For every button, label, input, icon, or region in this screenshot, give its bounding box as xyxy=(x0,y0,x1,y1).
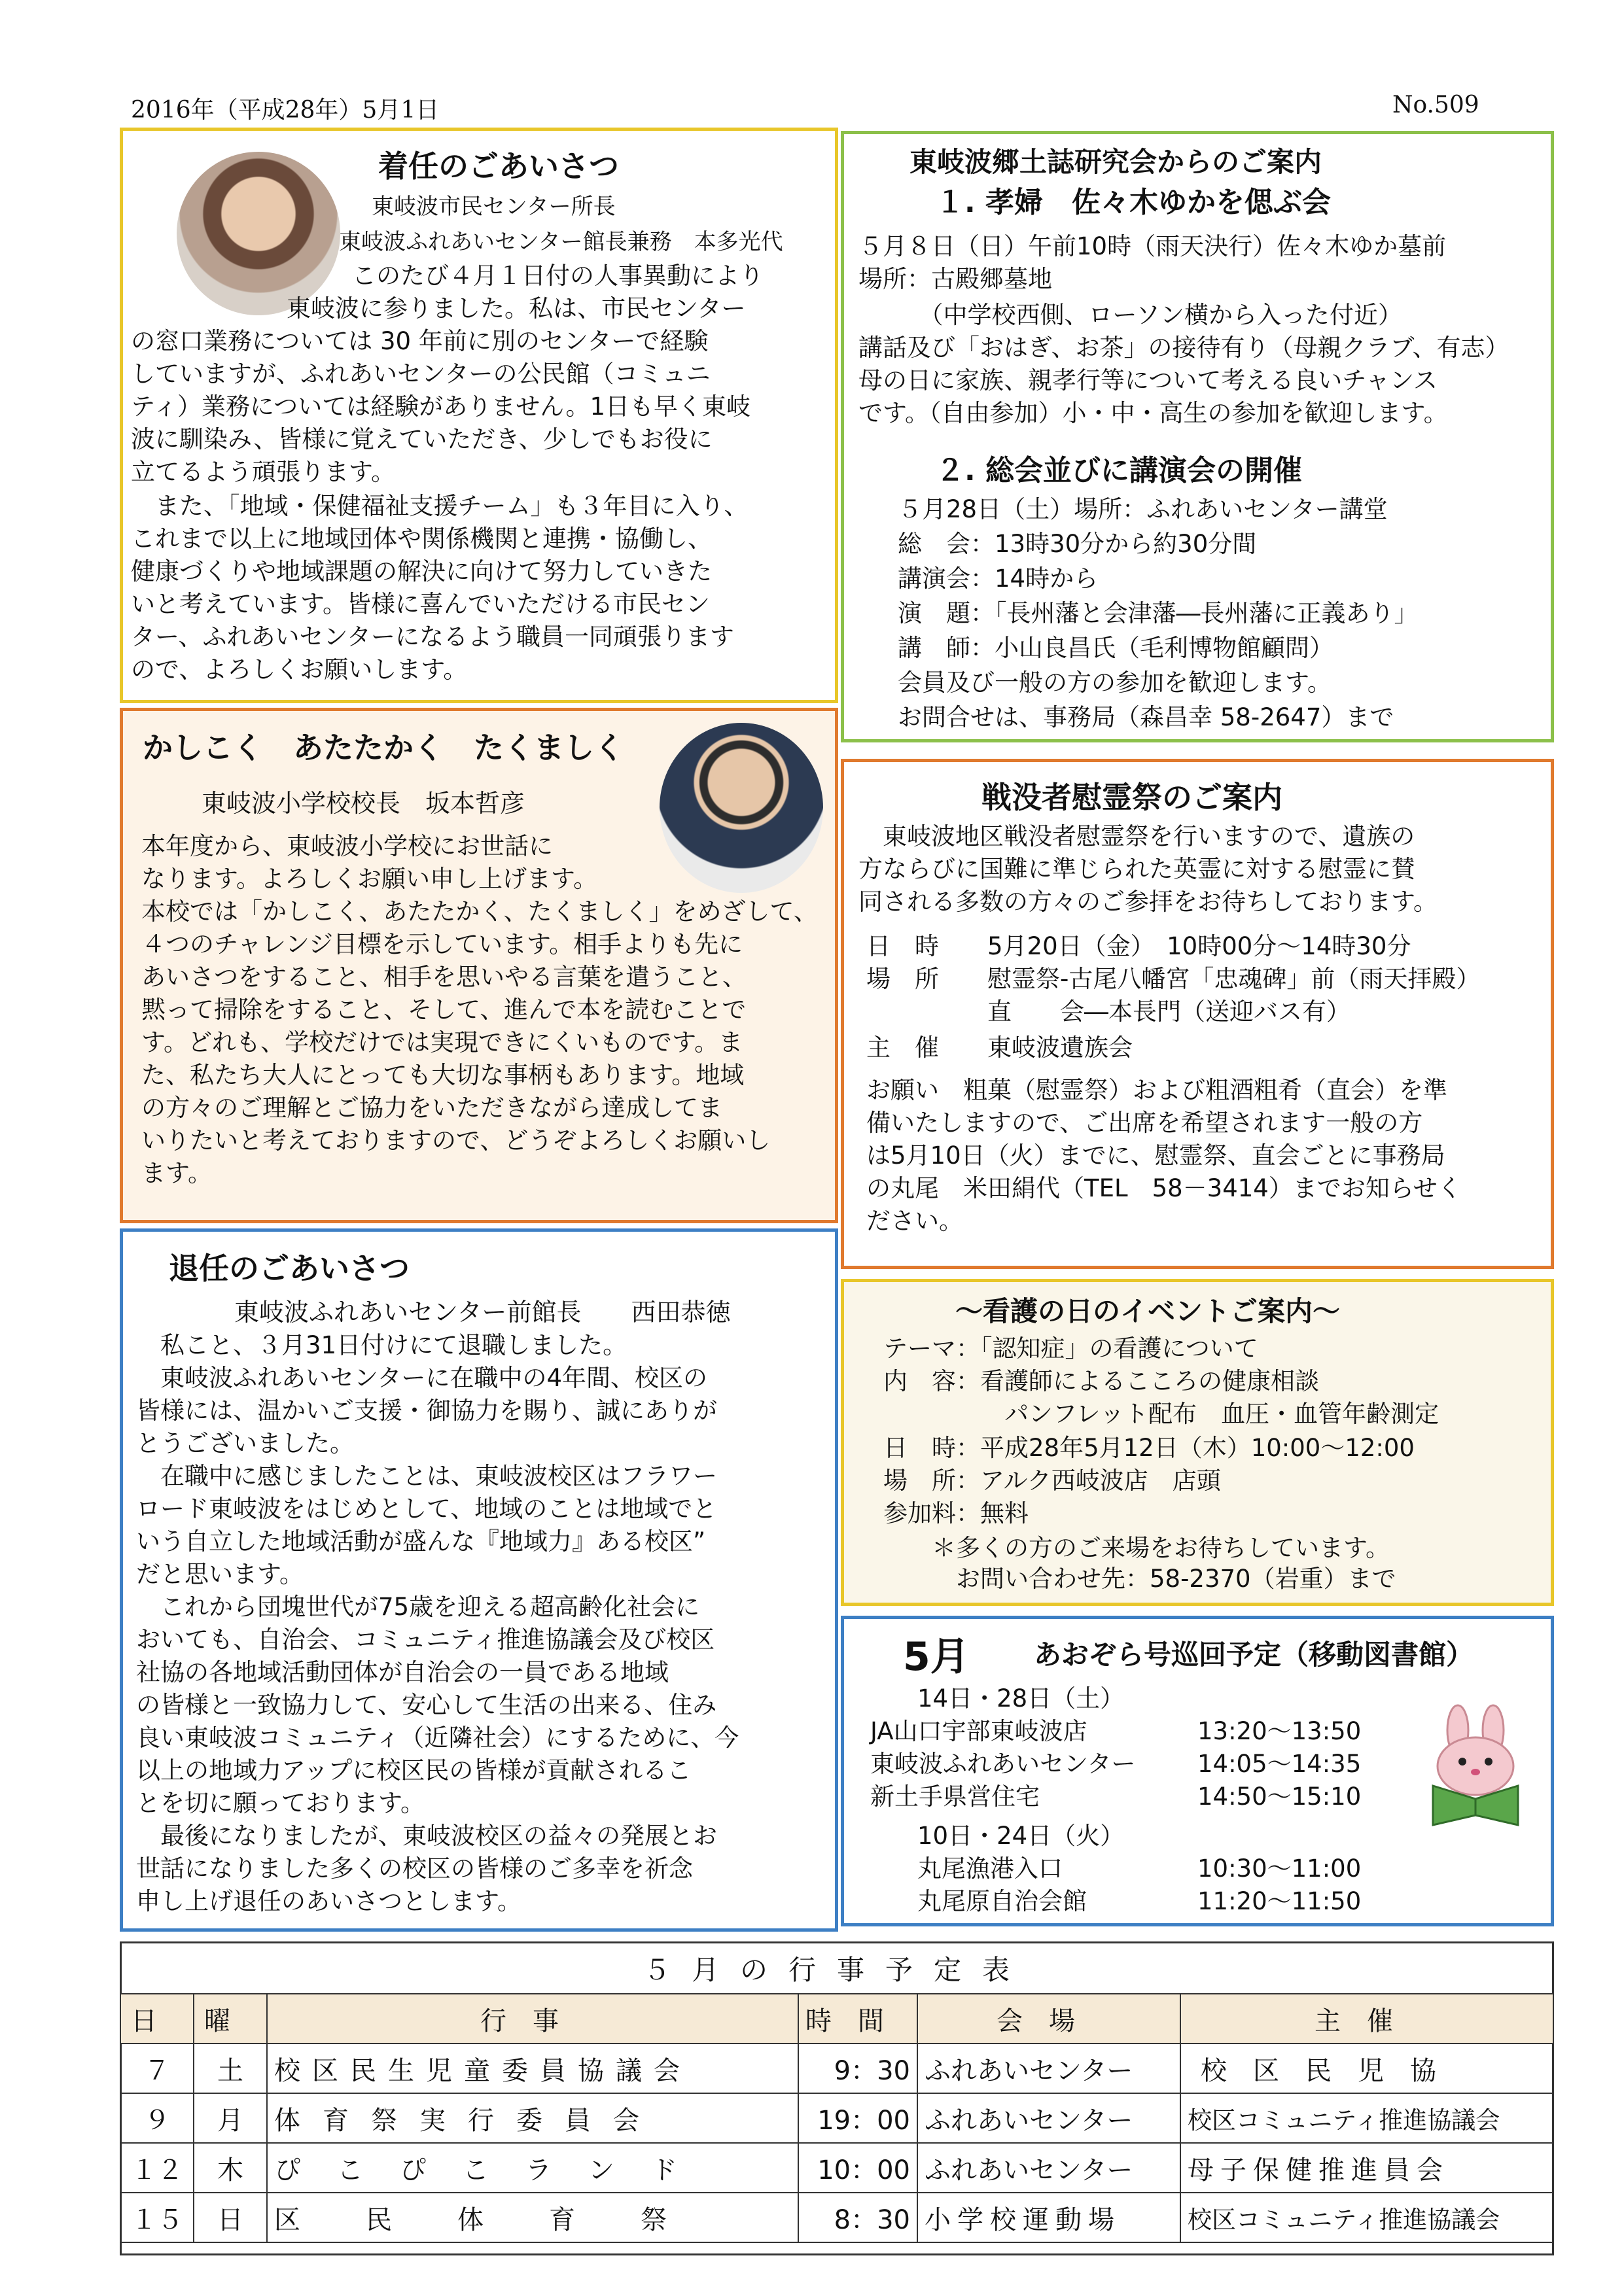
greeting-new-line: いと考えています。皆様に喜んでいただける市民セン xyxy=(131,590,711,618)
retire-line: 東岐波ふれあいセンターに在職中の4年間、校区の xyxy=(136,1364,708,1392)
schedule-box xyxy=(120,1941,1554,2255)
schedule-time: 8：30 xyxy=(798,2193,917,2242)
history-sec1-line: 場所：古殿郷墓地 xyxy=(858,265,1052,293)
schedule-table xyxy=(120,1993,1554,2243)
nursing-line: 日 時：平成28年5月12日（木）10:00～12:00 xyxy=(883,1434,1415,1462)
greeting-retire-box xyxy=(120,1228,838,1932)
greeting-new-line: の窓口業務については 30 年前に別のセンターで経験 xyxy=(131,327,709,355)
local-history-title: 東岐波郷土誌研究会からのご案内 xyxy=(909,146,1322,178)
greeting-new-line: これまで以上に地域団体や関係機関と連携・協働し、 xyxy=(131,525,712,553)
library-stop-time: 14:05～14:35 xyxy=(1197,1750,1362,1778)
memorial-line: の丸尾 米田絹代（TEL 58－3414）までお知らせく xyxy=(866,1174,1462,1202)
library-stop-place: JA山口宇部東岐波店 xyxy=(870,1717,1087,1745)
memorial-line: お願い 粗菓（慰霊祭）および粗酒粗肴（直会）を準 xyxy=(866,1076,1447,1104)
schedule-venue: ふれあいセンター xyxy=(917,2093,1180,2143)
principal-line: ます。 xyxy=(141,1159,213,1187)
retire-line: とうございました。 xyxy=(136,1429,354,1457)
greeting-new-line: 東岐波に参りました。私は、市民センター xyxy=(287,294,746,322)
library-stop-time: 11:20～11:50 xyxy=(1197,1887,1362,1915)
library-day2: 10日・24日（火） xyxy=(917,1822,1125,1850)
retire-line: 申し上げ退任のあいさつとします。 xyxy=(136,1887,522,1915)
table-row xyxy=(120,2193,1553,2242)
general-meeting-title: ２. 総会並びに講演会の開催 xyxy=(936,454,1303,487)
history-sec2-line: 会員及び一般の方の参加を歓迎します。 xyxy=(898,669,1332,697)
retire-line: とを切に願っております。 xyxy=(136,1789,425,1817)
retire-line: ロード東岐波をはじめとして、地域のことは地域でと xyxy=(136,1495,717,1523)
greeting-new-director-box xyxy=(120,128,838,703)
memorial-line: 直 会―本長門（送迎バス有） xyxy=(866,998,1350,1026)
nursing-line: お問い合わせ先：58-2370（岩重）まで xyxy=(883,1565,1396,1593)
retire-line: 世話になりました多くの校区の皆様のご多幸を祈念 xyxy=(136,1854,693,1883)
director-photo xyxy=(177,152,340,315)
schedule-title: ５月の行事予定表 xyxy=(643,1954,1031,1986)
schedule-header-venue: 会場 xyxy=(917,1994,1180,2044)
history-sec2-line: 講演会：14時から xyxy=(898,565,1099,593)
nursing-line: テーマ：「認知症」の看護について xyxy=(883,1334,1258,1363)
library-stop-time: 10:30～11:00 xyxy=(1197,1854,1362,1883)
history-sec2-line: 演 題：「長州藩と会津藩―長州藩に正義あり」 xyxy=(898,599,1419,627)
history-sec2-line: 講 師：小山良昌氏（毛利博物館顧問） xyxy=(898,634,1333,662)
schedule-event: ぴこぴこランド xyxy=(267,2143,798,2193)
schedule-event: 区民体育祭 xyxy=(267,2193,798,2242)
library-stop-place: 丸尾原自治会館 xyxy=(917,1887,1087,1915)
memorial-line: 日 時 5月20日（金） 10時00分～14時30分 xyxy=(866,932,1411,960)
war-memorial-title: 戦没者慰霊祭のご案内 xyxy=(981,780,1282,815)
history-sec2-line: お問合せは、事務局（森昌幸 58-2647）まで xyxy=(898,703,1394,731)
schedule-time: 9：30 xyxy=(798,2044,917,2093)
greeting-new-line: していますが、ふれあいセンターの公民館（コミュニ xyxy=(131,360,711,388)
retire-line: 以上の地域力アップに校区民の皆様が貢献されるこ xyxy=(136,1756,692,1784)
memorial-line: 主 催 東岐波遺族会 xyxy=(866,1034,1133,1062)
schedule-day: ９ xyxy=(120,2093,194,2143)
history-sec1-line: です。（自由参加）小・中・高生の参加を歓迎します。 xyxy=(858,399,1448,427)
greeting-new-line: 立てるよう頑張ります。 xyxy=(131,458,396,486)
schedule-event: 校区民生児童委員協議会 xyxy=(267,2044,798,2093)
schedule-organizer: 校区コミュニティ推進協議会 xyxy=(1180,2093,1553,2143)
schedule-organizer: 校区民児協 xyxy=(1180,2044,1553,2093)
nursing-day-box xyxy=(841,1279,1554,1606)
memorial-line: 備いたしますので、ご出席を希望されます一般の方 xyxy=(866,1109,1423,1137)
bunny-reading-icon xyxy=(1420,1704,1531,1828)
nursing-line: 参加料：無料 xyxy=(883,1499,1029,1527)
schedule-header-organizer: 主催 xyxy=(1180,1994,1553,2044)
history-sec2-line: ５月28日（土）場所：ふれあいセンター講堂 xyxy=(898,495,1388,523)
schedule-header-day: 日 xyxy=(120,1994,194,2044)
schedule-weekday: 木 xyxy=(194,2143,267,2193)
library-stop-time: 14:50～15:10 xyxy=(1197,1783,1362,1811)
retire-line: これから団塊世代が75歳を迎える超高齢化社会に xyxy=(136,1593,700,1621)
schedule-header-time: 時間 xyxy=(798,1994,917,2044)
library-stop-place: 新土手県営住宅 xyxy=(870,1783,1040,1811)
retire-author: 東岐波ふれあいセンター前館長 西田恭徳 xyxy=(234,1298,731,1327)
principal-author: 東岐波小学校校長 坂本哲彦 xyxy=(202,789,525,818)
history-sec1-line: （中学校西側、ローソン横から入った付近） xyxy=(858,301,1403,329)
memorial-yuka-title: １. 孝婦 佐々木ゆかを偲ぶ会 xyxy=(936,186,1332,219)
principal-line: いりたいと考えておりますので、どうぞよろしくお願いし xyxy=(141,1126,771,1155)
retire-line: 私こと、３月31日付けにて退職しました。 xyxy=(136,1331,627,1359)
nursing-line: 場 所：アルク西岐波店 店頭 xyxy=(883,1467,1221,1495)
principal-line: なります。よろしくお願い申し上げます。 xyxy=(141,865,598,893)
schedule-header-weekday: 曜 xyxy=(194,1994,267,2044)
history-sec1-line: ５月８日（日）午前10時（雨天決行）佐々木ゆか墓前 xyxy=(858,232,1447,260)
principal-line: 黙って掃除をすること、そして、進んで本を読むことで xyxy=(141,996,747,1024)
principal-title: かしこく あたたかく たくましく xyxy=(143,730,624,765)
nursing-day-title: ～看護の日のイベントご案内～ xyxy=(955,1295,1341,1327)
retire-line: 在職中に感じましたことは、東岐波校区はフラワー xyxy=(136,1462,717,1490)
mobile-library-box xyxy=(841,1616,1554,1926)
schedule-weekday: 日 xyxy=(194,2193,267,2242)
principal-line: ４つのチャレンジ目標を示しています。相手よりも先に xyxy=(141,930,743,958)
schedule-venue: 小学校運動場 xyxy=(917,2193,1180,2242)
greeting-new-line: ので、よろしくお願いします。 xyxy=(131,655,468,684)
memorial-line: 同される多数の方々のご参拝をお待ちしております。 xyxy=(858,888,1438,916)
greeting-new-line: ター、ふれあいセンターになるよう職員一同頑張ります xyxy=(131,623,735,651)
schedule-day: ７ xyxy=(120,2044,194,2093)
greeting-new-line: また、「地域・保健福祉支援チーム」も３年目に入り、 xyxy=(131,492,749,520)
memorial-line: 場 所 慰霊祭-古尾八幡宮「忠魂碑」前（雨天拝殿） xyxy=(866,965,1481,993)
director-role-1: 東岐波市民センター所長 xyxy=(372,194,616,220)
nursing-line: 内 容：看護師によるこころの健康相談 xyxy=(883,1367,1319,1395)
retire-line: 最後になりましたが、東岐波校区の益々の発展とお xyxy=(136,1822,717,1850)
schedule-venue: ふれあいセンター xyxy=(917,2143,1180,2193)
nursing-line: パンフレット配布 血圧・血管年齢測定 xyxy=(883,1400,1439,1428)
library-stop-place: 東岐波ふれあいセンター xyxy=(870,1750,1136,1778)
mobile-library-title: あおぞら号巡回予定（移動図書館） xyxy=(1034,1639,1474,1671)
principal-line: の方々のご理解とご協力をいただきながら達成してま xyxy=(141,1094,722,1122)
memorial-line: 方ならびに国難に準じられた英霊に対する慰霊に賛 xyxy=(858,855,1415,883)
schedule-weekday: 月 xyxy=(194,2093,267,2143)
schedule-time: 10：00 xyxy=(798,2143,917,2193)
library-day1: 14日・28日（土） xyxy=(917,1684,1125,1713)
retire-line: の皆様と一致協力して、安心して生活の出来る、住み xyxy=(136,1691,717,1719)
history-sec1-line: 講話及び「おはぎ、お茶」の接待有り（母親クラブ、有志） xyxy=(858,334,1509,362)
greeting-new-line: このたび４月１日付の人事異動により xyxy=(352,262,764,290)
principal-line: あいさつをすること、相手を思いやる言葉を遣うこと、 xyxy=(141,963,747,991)
greeting-new-title: 着任のごあいさつ xyxy=(378,148,619,184)
schedule-day: １５ xyxy=(120,2193,194,2242)
greeting-retire-title: 退任のごあいさつ xyxy=(169,1251,410,1286)
retire-line: 皆様には、温かいご支援・御協力を賜り、誠にありが xyxy=(136,1397,717,1425)
library-stop-time: 13:20～13:50 xyxy=(1197,1717,1362,1745)
schedule-header-event: 行事 xyxy=(267,1994,798,2044)
retire-line: 社協の各地域活動団体が自治会の一員である地域 xyxy=(136,1658,669,1686)
issue-number: No.509 xyxy=(1392,92,1479,118)
memorial-line: ださい。 xyxy=(866,1207,963,1235)
principal-line: た、私たち大人にとっても大切な事柄もあります。地域 xyxy=(141,1061,745,1089)
director-role-2: 東岐波ふれあいセンター館長兼務 本多光代 xyxy=(339,229,783,255)
greeting-new-line: 健康づくりや地域課題の解決に向けて努力していきた xyxy=(131,557,712,585)
nursing-line: ＊多くの方のご来場をお待ちしています。 xyxy=(883,1534,1390,1562)
library-month: 5月 xyxy=(903,1634,970,1680)
schedule-day: １２ xyxy=(120,2143,194,2193)
principal-line: す。どれも、学校だけでは実現できにくいものです。ま xyxy=(141,1028,743,1056)
principal-photo xyxy=(660,723,823,893)
schedule-header-row xyxy=(120,1994,1553,2044)
schedule-weekday: 土 xyxy=(194,2044,267,2093)
schedule-time: 19：00 xyxy=(798,2093,917,2143)
retire-line: いう自立した地域活動が盛んな『地域力』ある校区” xyxy=(136,1527,706,1556)
war-memorial-box xyxy=(841,759,1554,1269)
local-history-box xyxy=(841,131,1554,742)
retire-line: 良い東岐波コミュニティ（近隣社会）にするために、今 xyxy=(136,1724,739,1752)
principal-message-box xyxy=(120,708,838,1223)
schedule-event: 体育祭実行委員会 xyxy=(267,2093,798,2143)
retire-line: おいても、自治会、コミュニティ推進協議会及び校区 xyxy=(136,1626,715,1654)
retire-line: だと思います。 xyxy=(136,1560,304,1588)
memorial-line: 東岐波地区戦没者慰霊祭を行いますので、遺族の xyxy=(858,822,1415,850)
principal-line: 本年度から、東岐波小学校にお世話に xyxy=(141,832,553,860)
library-stop-place: 丸尾漁港入口 xyxy=(917,1854,1063,1883)
memorial-line: は5月10日（火）までに、慰霊祭、直会ごとに事務局 xyxy=(866,1141,1445,1170)
schedule-organizer: 校区コミュニティ推進協議会 xyxy=(1180,2193,1553,2242)
issue-date: 2016年（平成28年）5月1日 xyxy=(131,97,440,124)
table-row xyxy=(120,2044,1553,2093)
schedule-organizer: 母子保健推進員会 xyxy=(1180,2143,1553,2193)
history-sec1-line: 母の日に家族、親孝行等について考える良いチャンス xyxy=(858,366,1438,394)
table-row xyxy=(120,2093,1553,2143)
greeting-new-line: 波に馴染み、皆様に覚えていただき、少しでもお役に xyxy=(131,425,713,453)
history-sec2-line: 総 会：13時30分から約30分間 xyxy=(898,530,1257,558)
principal-line: 本校では「かしこく、あたたかく、たくましく」をめざして、 xyxy=(141,897,818,926)
greeting-new-line: ティ）業務については経験がありません。1日も早く東岐 xyxy=(131,392,751,421)
table-row xyxy=(120,2143,1553,2193)
schedule-venue: ふれあいセンター xyxy=(917,2044,1180,2093)
